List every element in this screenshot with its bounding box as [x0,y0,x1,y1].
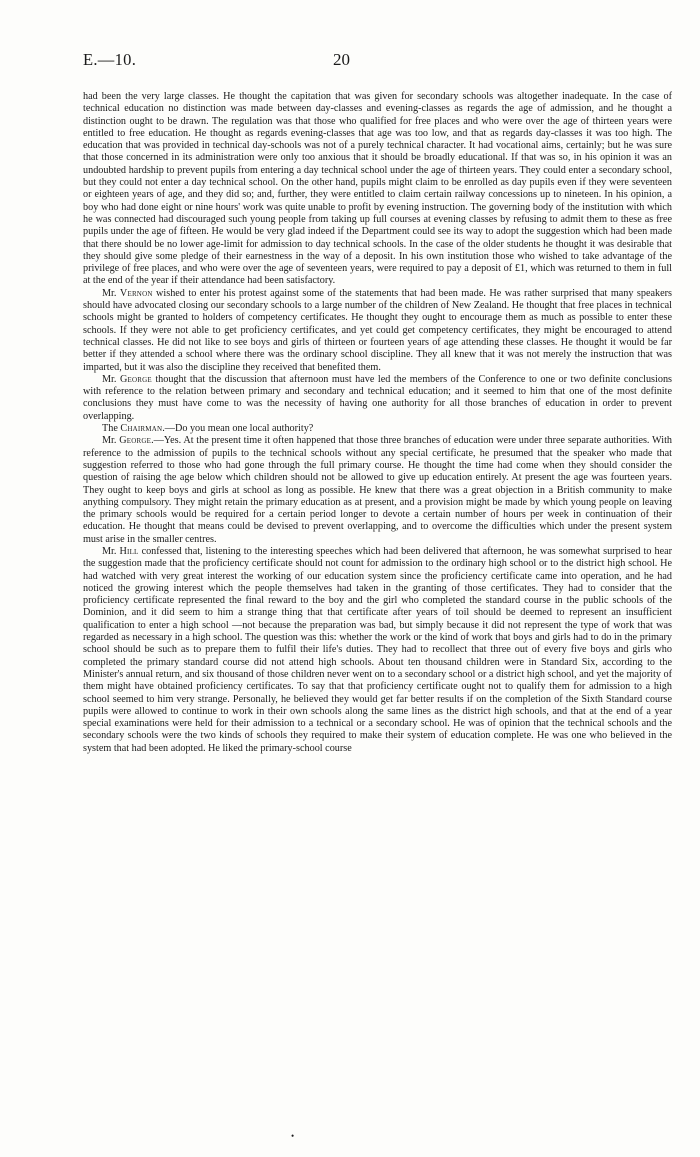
text-run: .—Do you mean one local authority? [162,423,314,435]
speaker-name: George [119,435,152,447]
text-run: wished to enter his protest against some of the statements that had been made. He was rather surprised that many speakers should have advocated closing our secondary schools to a large number of the children of New Zealand. He thought that free places in technical schools might be granted to holders of competency certificates. He thought they ought to encourage them as much as possible to enter these schools. If they were not able to get proficiency certificates, and yet could get competency certificates, they might be encouraged to attend technical classes. He did not like to see boys and girls of thirteen or fourteen years of age attending these classes. He thought it would be far better if they attended a school where there was the ordinary school discipline. They all knew that it was not merely the instruction that was imparted, but it was also the discipline they received that benefited them. [83,287,672,373]
text-run: .—Yes. At the present time it often happened that those three branches of education were under three separate authorities. With reference to the admission of pupils to the technical schools without any special certificate, he presumed that the speaker who made that suggestion referred to those who had gone through the full primary course. He thought the time had come when they should consider the question of raising the age below which children should not be allowed to give up education entirely. At present the age was fourteen years. They ought to keep boys and girls at school as long as possible. He knew that there was a great objection in a British community to make anything compulsory. They might retain the primary education as at present, and a provision might be made by which young people on leaving the primary schools would be required for a certain period longer to devote a certain number of hours per week in continuation of their education. He thought that means could be devised to prevent overlapping, and to overcome the difficulties which under the present system must arise in the smaller centres. [83,435,672,545]
text-run: had been the very large classes. He thought the capitation that was given for secondary schools was altogether inadequate. In the case of technical education no distinction was made between day-classes and evening-classes as regards the age of admission, and he thought a distinction ought to be drawn. The regulation was that those who qualified for free places and who were over the age of thirteen years were entitled to free education. He thought as regards evening-classes that age was too low, and that as regards day-classes it was too high. The education that was provided in technical day-schools was not of a purely technical character. It had vocational aims, certainly; but he was sure that those concerned in its administration were only too anxious that it should be broadly educational. If that was so, in his opinion it was an undoubted hardship to prevent pupils from entering a day technical school under the age of thirteen years. They could enter a secondary school, but they could not enter a day technical school. On the other hand, pupils might claim to be enrolled as day pupils even if they were seventeen or eighteen years of age, and they did so; and, further, they were entitled to claim certain railway concessions up to nineteen. In his opinion, a boy who had done eight or nine hours' work was quite unable to profit by evening instruction. The governing body of the institution with which he was connected had discouraged such young people from taking up full courses at evening classes by refusing to admit them to these as free pupils under the age of fifteen. He would be very glad indeed if the Department could see its way to adopt the suggestion which had been made that there should be no lower age-limit for admission to day technical schools. In the case of the older students he thought it was desirable that they should give some pledge of their earnestness in the way of a deposit. In his own institution those who wished to take advantage of the privilege of free places, and who were over the age of seventeen years, were required to pay a deposit of £1, which was returned to them in full at the end of the year if their attendance had been satisfactory. [83,91,672,287]
text-run: The [102,423,121,435]
speaker-name: Vernon [119,287,153,299]
text-run: Mr. [102,545,120,557]
paragraph-hill [83,546,672,755]
paragraph-1 [83,91,672,288]
text-run: thought that the discussion that afternoon must have led the members of the Conference to one or two definite conclusions with reference to the relation between primary and secondary and technical education; and it seemed to him that one of the most definite conclusions they must have come to was the necessity of having one authority for all those branches of education in order to prevent overlapping. [83,373,673,422]
speaker-name: Chairman [120,423,163,435]
paragraph-george-1 [83,374,672,423]
document-reference: E.—10. [83,50,137,69]
page-number: 20 [333,50,350,69]
speaker-name: George [119,373,152,385]
paragraph-vernon [83,288,672,374]
text-run: confessed that, listening to the interesting speeches which had been delivered that afternoon, he was somewhat surprised to hear the suggestion made that the proficiency certificate should not count for admission to the ordinary high school or to the district high school. He had watched with very great interest the working of our education system since the proficiency certificate came into operation, and he had noticed the growing interest which the people themselves had taken in the granting of those certificates. They had to consider that the proficiency certificate represented the final reward to the boy and the girl who completed the standard course in the public schools of the Dominion, and it did seem to him a strange thing that that certificate after years of toil should be deemed to represent an insufficient qualification to enter a high school —not because the preparation was bad, but simply because it did not represent the type of work that was regarded as necessary in a high school. The question was this: whether the work or the kind of work that boys and girls had to do in the primary school should be such as to prepare them to fulfil their life's duties. They had to recollect that three out of every five boys and girls who completed the primary standard course did not attend high schools. About ten thousand children were in Standard Six, according to the Minister's annual return, and six thousand of those children never went on to a secondary school or a district high school, and yet the majority of them might have obtained proficiency certificates. To say that that proficiency certificate ought not to qualify them for admission to a high school seemed to him very strange. Personally, he believed they would get far better results if on the completion of the Sixth Standard course pupils were allowed to continue to work in their own schools along the same lines as the district high schools, and that at the end of a year special examinations were held for their admission to a technical or a secondary school. He was of opinion that the technical schools and the secondary schools were the two kinds of schools they required to make their system of education complete. He was one who believed in the system that had been adopted. He liked the primary-school course [83,545,673,754]
text-run: Mr. [102,287,120,299]
paragraph-chairman [83,423,672,435]
page-header [83,50,640,74]
body-text [83,91,672,755]
speaker-name: Hill [119,545,139,557]
footer-mark: • [291,1131,295,1141]
text-run: Mr. [102,373,120,385]
text-run: Mr. [102,435,120,447]
paragraph-george-2 [83,435,672,546]
